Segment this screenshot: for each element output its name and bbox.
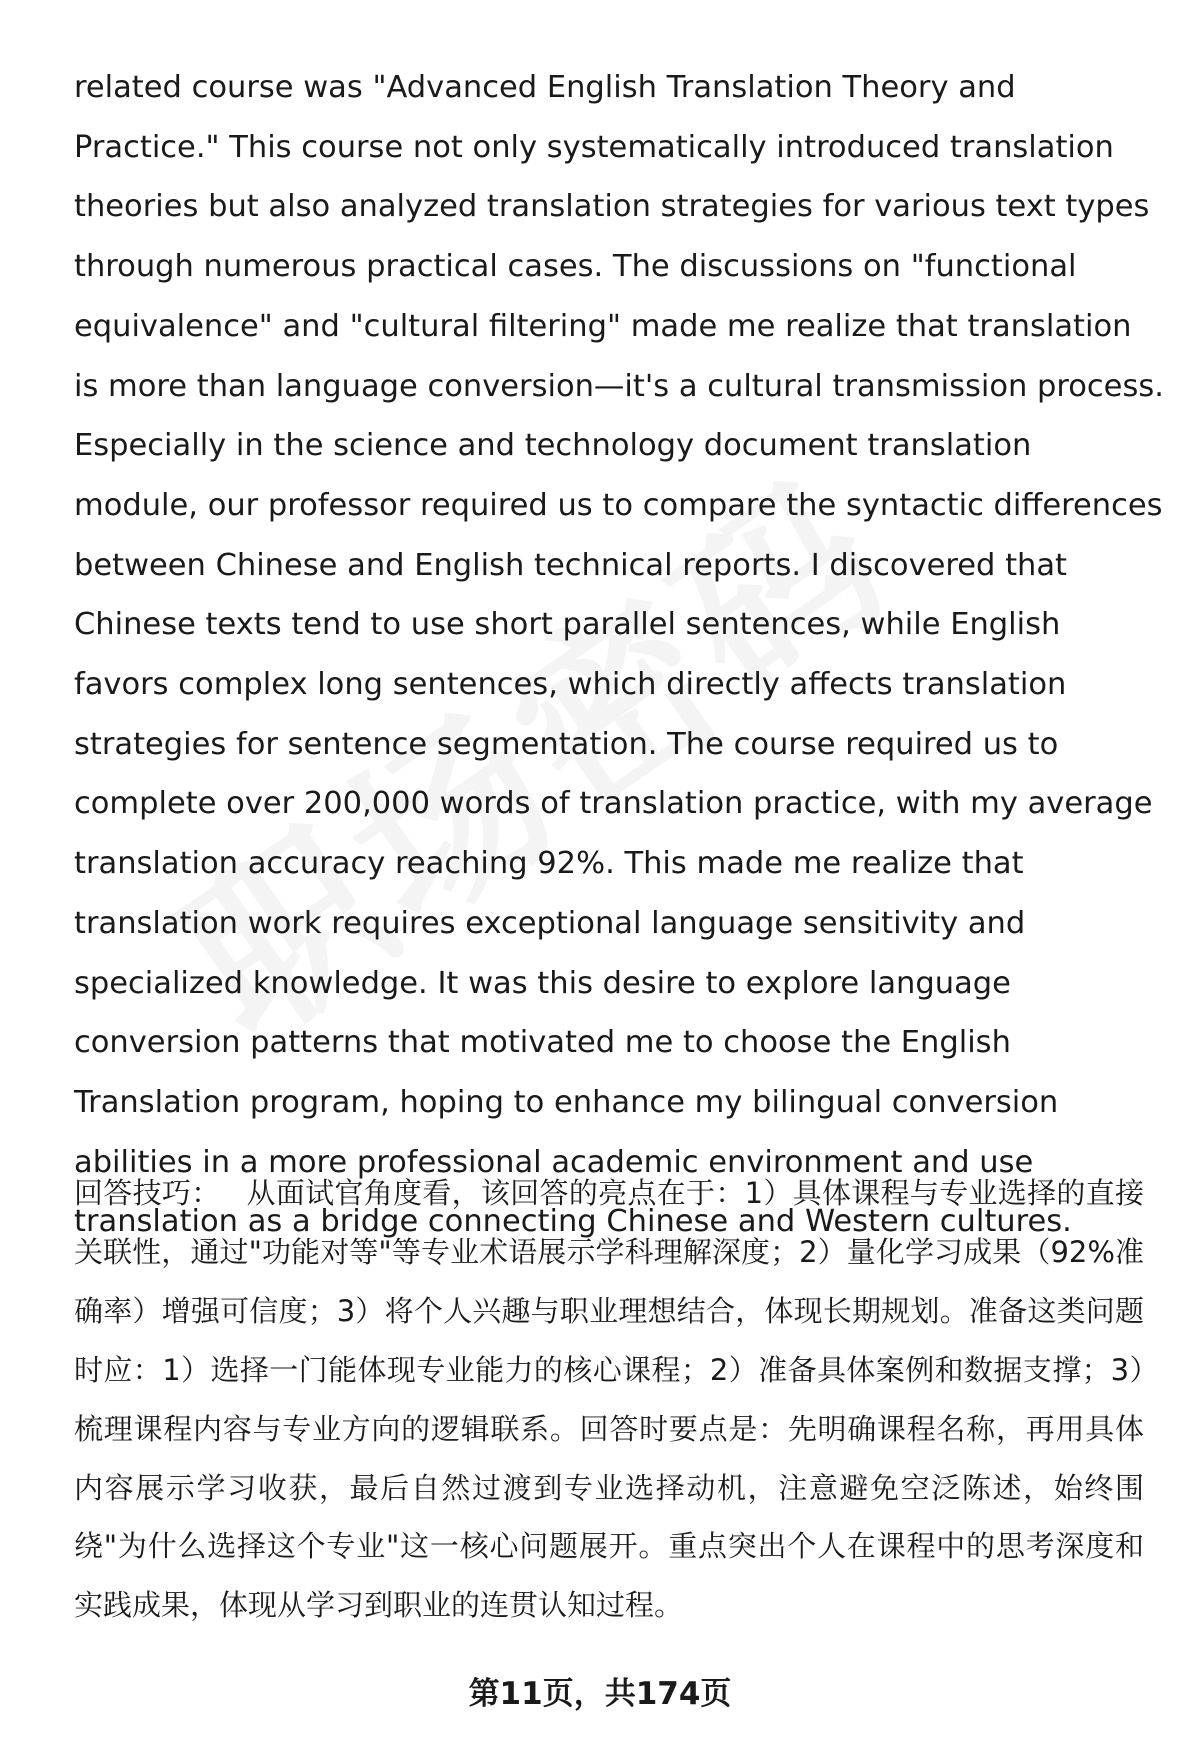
tips-text: 从面试官角度看，该回答的亮点在于：1）具体课程与专业选择的直接关联性，通过"功能对等"等专业术语展示学科理解深度；2）量化学习成果（92%准确率）增强可信度；3）将个人兴趣与职业理想结合，体现长期规划。准备这类问题时应：1）选择一门能体现专业能力的核心课程；2）准备具体案例和数据支撑；3）梳理课程内容与专业方向的逻辑联系。回答时要点是：先明确课程名称，再用具体内容展示学习收获，最后自然过渡到专业选择动机，注意避免空泛陈述，始终围绕"为什么选择这个专业"这一核心问题展开。重点突出个人在课程中的思考深度和实践成果，体现从学习到职业的连贯认知过程。 — [74, 1176, 1144, 1623]
answer-tips — [74, 1164, 1144, 1635]
tips-label: 回答技巧： — [74, 1176, 221, 1210]
answer-body — [74, 58, 1164, 1252]
page-number: 第11页，共174页 — [468, 1676, 732, 1712]
answer-paragraph: related course was "Advanced English Translation Theory and Practice." This course not only systematically introduced translation theories but also analyzed translation strategies for various text types through numerous practical cases. The discussions on "functional equivalence" and "cultural filtering" made me realize that translation is more than language conversion—it's a cultural transmission process. Especially in the science and technology document translation module, our professor required us to compare the syntactic differences between Chinese and English technical reports. I discovered that Chinese texts tend to use short parallel sentences, while English favors complex long sentences, which directly affects translation strategies for sentence segmentation. The course required us to complete over 200,000 words of translation practice, with my average translation accuracy reaching 92%. This made me realize that translation work requires exceptional language sensitivity and specialized knowledge. It was this desire to explore language conversion patterns that motivated me to choose the English Translation program, hoping to enhance my bilingual conversion abilities in a more professional academic environment and use translation as a bridge connecting Chinese and Western cultures. — [74, 70, 1164, 1240]
